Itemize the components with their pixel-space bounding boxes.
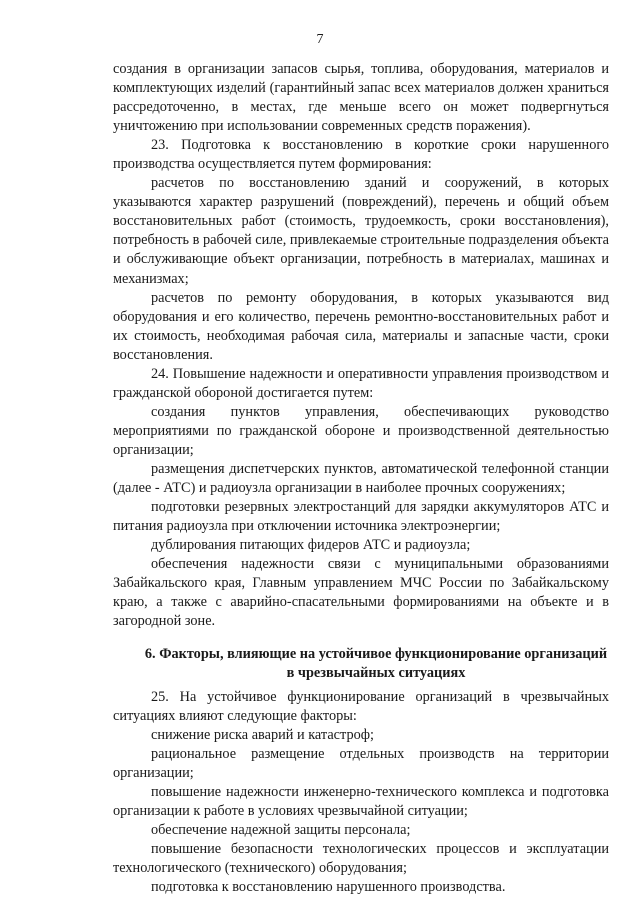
paragraph: создания в организации запасов сырья, топлива, оборудования, материалов и комплектующих изделий (гарантийный запас всех материалов должен храниться рассредоточенно, в местах, где меньше всего он может подвергнуться уничтожению при использовании современных средств поражения). bbox=[113, 61, 609, 135]
paragraph: 23. Подготовка к восстановлению в короткие сроки нарушенного производства осуществляется путем формирования: bbox=[113, 137, 609, 173]
paragraph: 24. Повышение надежности и оперативности управления производством и гражданской обороной достигается путем: bbox=[113, 365, 609, 401]
paragraph: повышение надежности инженерно-технического комплекса и подготовка организации к работе в условиях чрезвычайной ситуации; bbox=[113, 783, 609, 819]
paragraph: снижение риска аварий и катастроф; bbox=[151, 726, 374, 743]
paragraph: размещения диспетчерских пунктов, автоматической телефонной станции (далее - АТС) и радиоузла организации в наиболее прочных сооружениях; bbox=[113, 460, 609, 497]
paragraph: расчетов по восстановлению зданий и сооружений, в которых указываются характер разрушений (повреждений), перечень и общий объем восстановительных работ (стоимость, трудоемкость, сроки восстановления), потребность в рабочей силе, привлекаемые строительные подразделения объекта и обслуживающие объект организации, потребность в материалах, машинах и механизмах; bbox=[113, 175, 609, 287]
paragraph: расчетов по ремонту оборудования, в которых указываются вид оборудования и его количество, перечень ремонтно-восстановительных работ и их стоимость, необходимая рабочая сила, материалы и запасные части, сроки восстановления. bbox=[113, 289, 609, 363]
paragraph: подготовки резервных электростанций для зарядки аккумуляторов АТС и питания радиоузла при отключении источника электроэнергии; bbox=[113, 499, 609, 535]
paragraph: рациональное размещение отдельных производств на территории организации; bbox=[113, 745, 609, 781]
paragraph: обеспечение надежной защиты персонала; bbox=[151, 821, 411, 838]
paragraph: повышение безопасности технологических процессов и эксплуатации технологического (технического) оборудования; bbox=[113, 840, 609, 876]
section-heading: 6. Факторы, влияющие на устойчивое функционирование организаций в чрезвычайных ситуациях bbox=[144, 646, 608, 682]
paragraph: обеспечения надежности связи с муниципальными образованиями Забайкальского края, Главным управлением МЧС России по Забайкальскому краю, а также с аварийно-спасательными формированиями на объекте и в загородной зоне. bbox=[113, 556, 609, 630]
document-body bbox=[113, 60, 609, 897]
paragraph: дублирования питающих фидеров АТС и радиоузла; bbox=[151, 537, 471, 554]
paragraph: подготовка к восстановлению нарушенного производства. bbox=[151, 878, 506, 895]
paragraph: 25. На устойчивое функционирование организаций в чрезвычайных ситуациях влияют следующие факторы: bbox=[113, 688, 609, 724]
paragraph: создания пунктов управления, обеспечивающих руководство мероприятиями по гражданской обороне и производственной деятельностью организации; bbox=[113, 403, 609, 458]
page-number: 7 bbox=[316, 32, 324, 47]
